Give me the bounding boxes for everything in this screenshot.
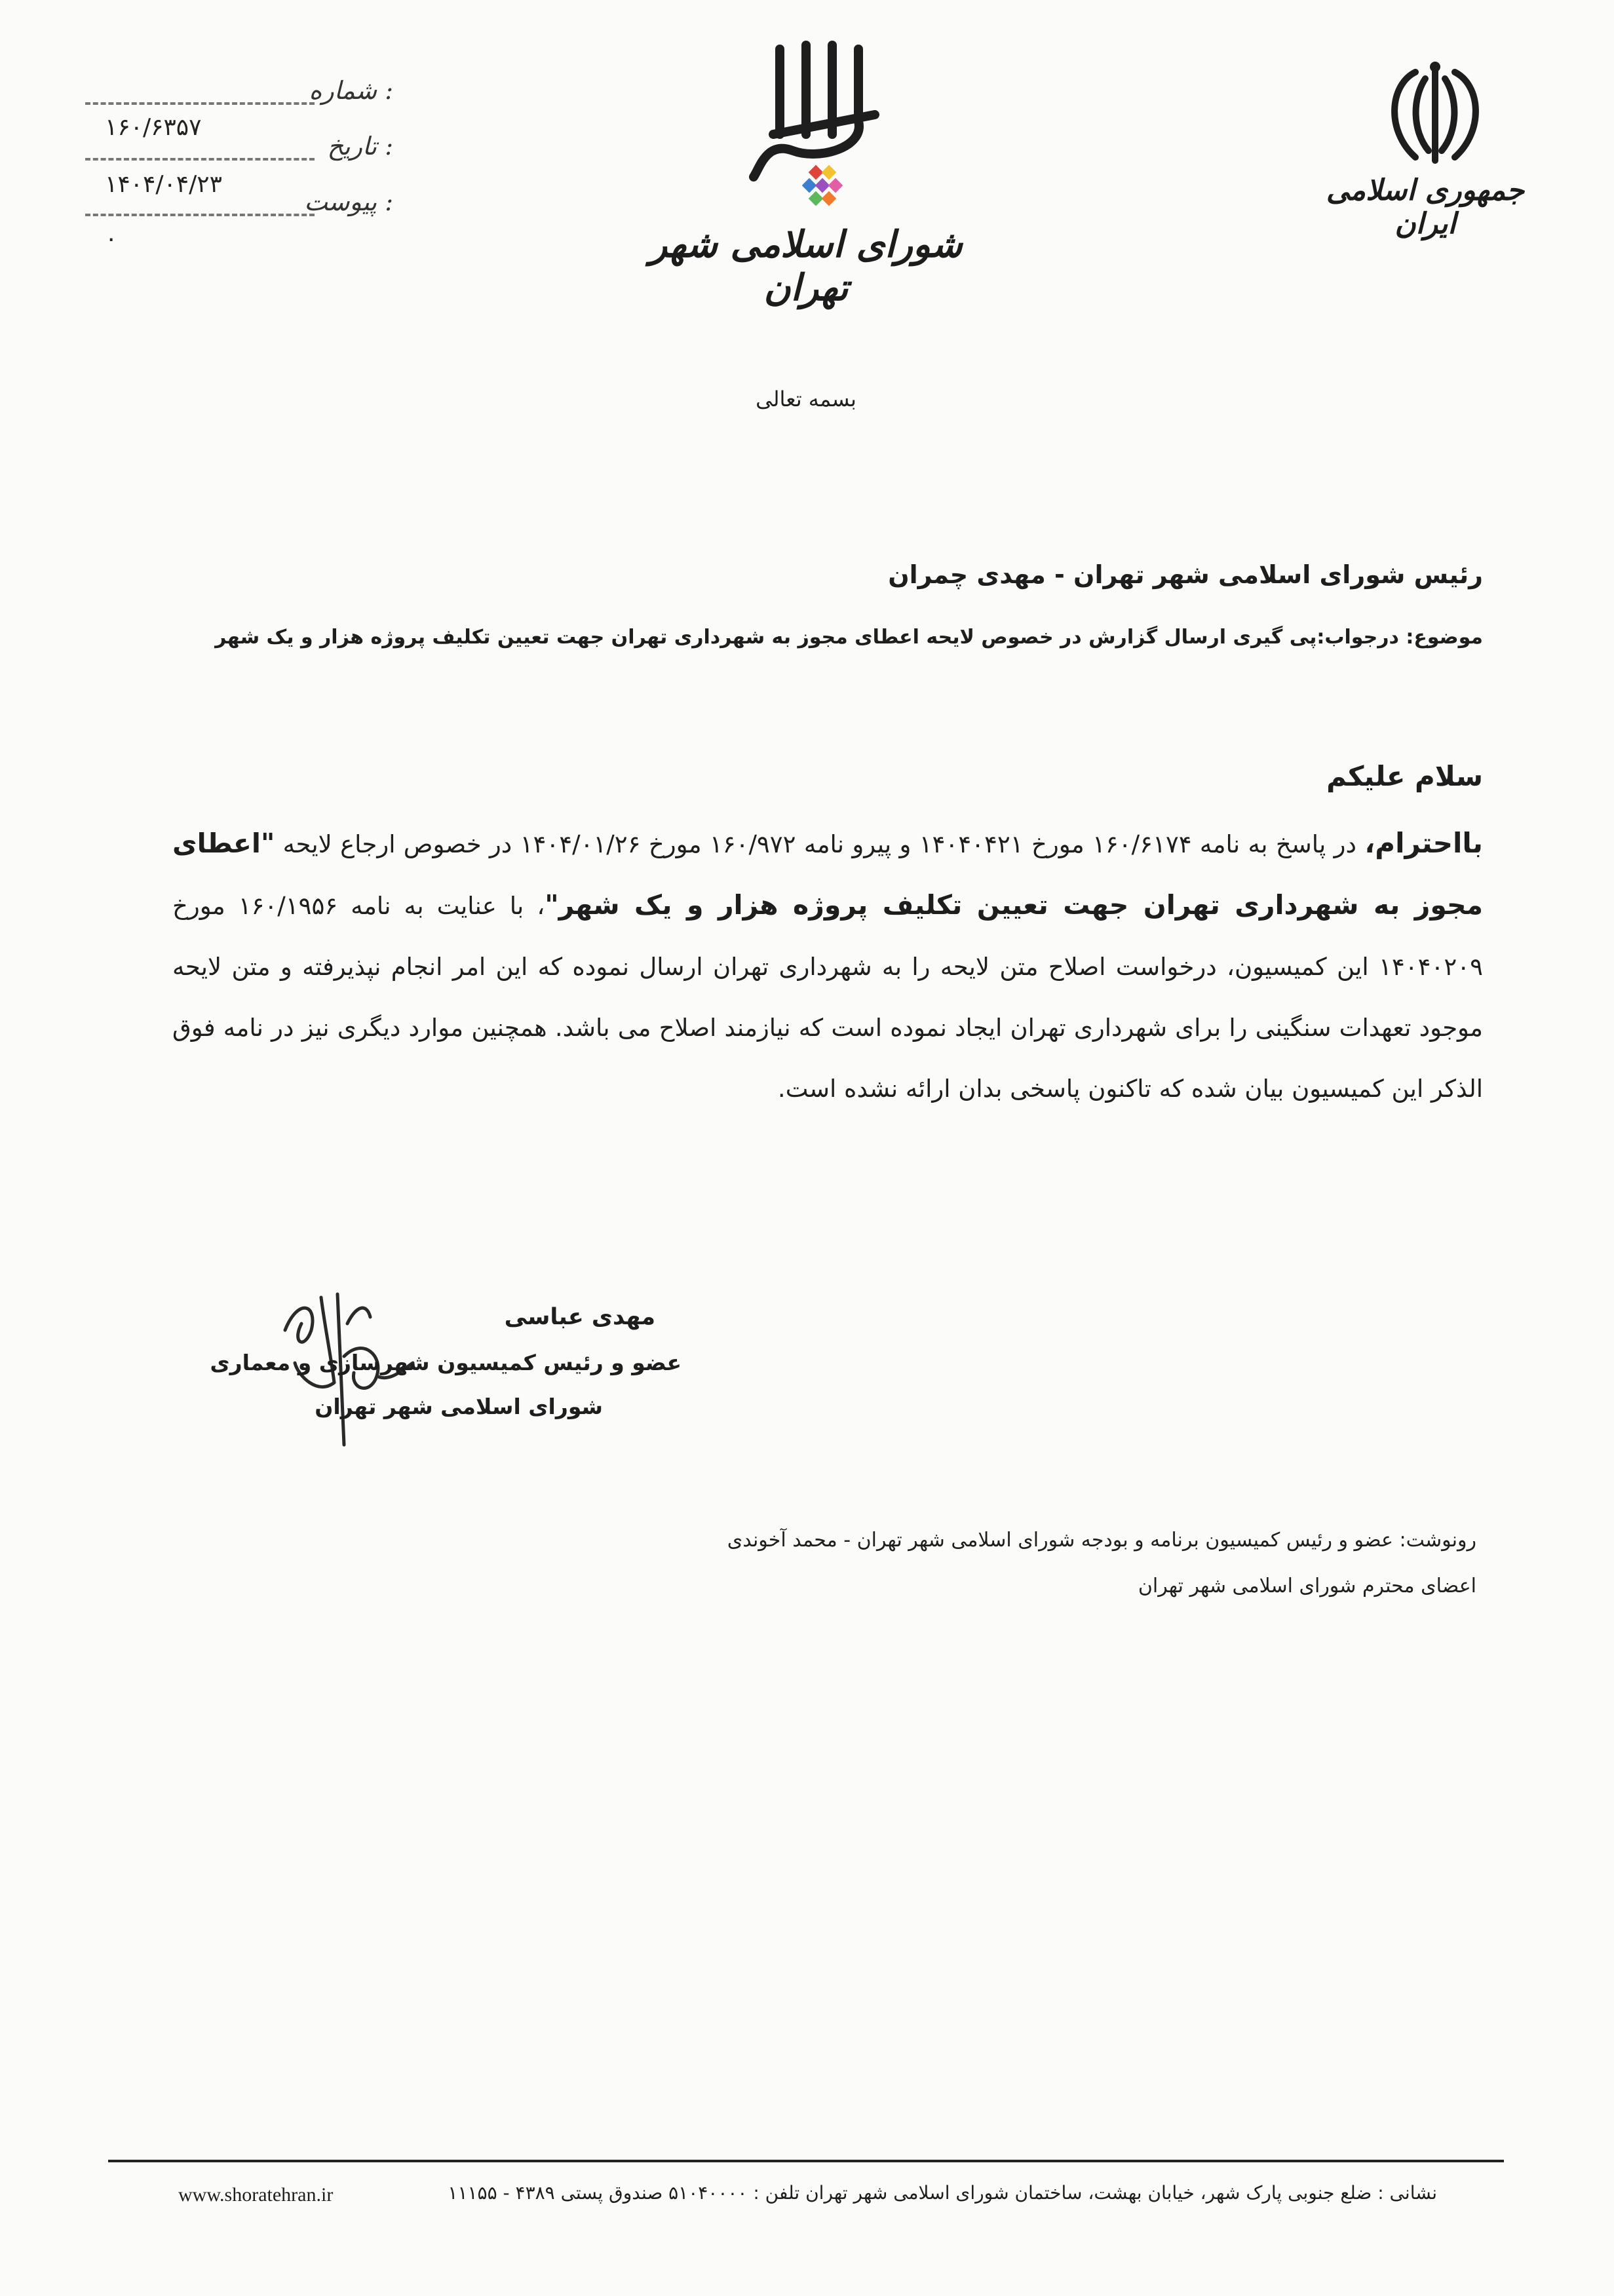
republic-caption: جمهوری اسلامی ایران [1326, 174, 1525, 240]
bismillah: بسمه تعالی [756, 387, 856, 411]
letter-body [172, 813, 1483, 1119]
letter-attachment-value: ۰ [105, 225, 118, 252]
letter-date-label: تاریخ : [327, 132, 393, 161]
subject-line: موضوع: درجواب:پی گیری ارسال گزارش در خصوص لایحه اعطای مجوز به شهرداری تهران جهت تعیین تکلیف پروژه هزار و یک شهر [215, 626, 1483, 649]
signer-title: عضو و رئیس کمیسیون شهرسازی و معماری [210, 1350, 682, 1375]
cc-line-1: رونوشت: عضو و رئیس کمیسیون برنامه و بودجه شورای اسلامی شهر تهران - محمد آخوندی [727, 1529, 1476, 1552]
signature-block [210, 1304, 682, 1419]
letter-date-value: ۱۴۰۴/۰۴/۲۳ [105, 171, 222, 198]
city-council-logo [734, 36, 904, 226]
letter-attachment-label: پیوست : [304, 187, 393, 216]
republic-emblem-icon [1376, 59, 1494, 170]
greeting: سلام علیکم [1326, 760, 1483, 792]
body-part-1: در پاسخ به نامه ۱۶۰/۶۱۷۴ مورخ ۱۴۰۴۰۴۲۱ و پیرو نامه ۱۶۰/۹۷۲ مورخ ۱۴۰۴/۰۱/۲۶ در خصوص ارجاع لایحه [275, 830, 1365, 858]
dotted-line [85, 102, 315, 105]
letter-number-value: ۱۶۰/۶۳۵۷ [105, 114, 202, 141]
letter-date-row [85, 132, 393, 198]
letter-number-row [85, 76, 393, 141]
bill-title: "اعطای مجوز به شهرداری تهران جهت تعیین تکلیف پروژه هزار و یک شهر" [172, 828, 1483, 921]
footer-divider [108, 2160, 1504, 2162]
footer-website: www.shoratehran.ir [178, 2184, 334, 2206]
letter-number-label: شماره : [309, 76, 393, 105]
signer-organization: شورای اسلامی شهر تهران [315, 1394, 603, 1419]
city-council-caption: شورای اسلامی شهر تهران [649, 223, 963, 309]
dotted-line [85, 158, 315, 161]
footer-address: نشانی : ضلع جنوبی پارک شهر، خیابان بهشت، ساختمان شورای اسلامی شهر تهران تلفن : ۵۱۰۴۰۰۰۰ صندوق پستی ۴۳۸۹ - ۱۱۱۵۵ [448, 2182, 1437, 2204]
body-part-2: ، با عنایت به نامه ۱۶۰/۱۹۵۶ مورخ ۱۴۰۴۰۲۰۹ این کمیسیون، درخواست اصلاح متن لایحه را به شهرداری تهران ارسال نموده که این امر انجام نپذیرفته و متن لایحه موجود تعهدات سنگینی را برای شهرداری تهران ایجاد نموده است که نیازمند اصلاح می باشد. همچنین موارد دیگری نیز در نامه فوق الذکر این کمیسیون بیان شده که تاکنون پاسخی بدان ارائه نشده است. [172, 892, 1483, 1103]
dotted-line [85, 214, 315, 216]
body-lead: بااحترام، [1364, 827, 1483, 859]
recipient-line: رئیس شورای اسلامی شهر تهران - مهدی چمران [888, 560, 1483, 589]
logo-mosaic [802, 165, 843, 206]
signer-name: مهدی عباسی [504, 1304, 655, 1330]
cc-line-2: اعضای محترم شورای اسلامی شهر تهران [1138, 1575, 1476, 1598]
letter-attachment-row [85, 187, 393, 252]
